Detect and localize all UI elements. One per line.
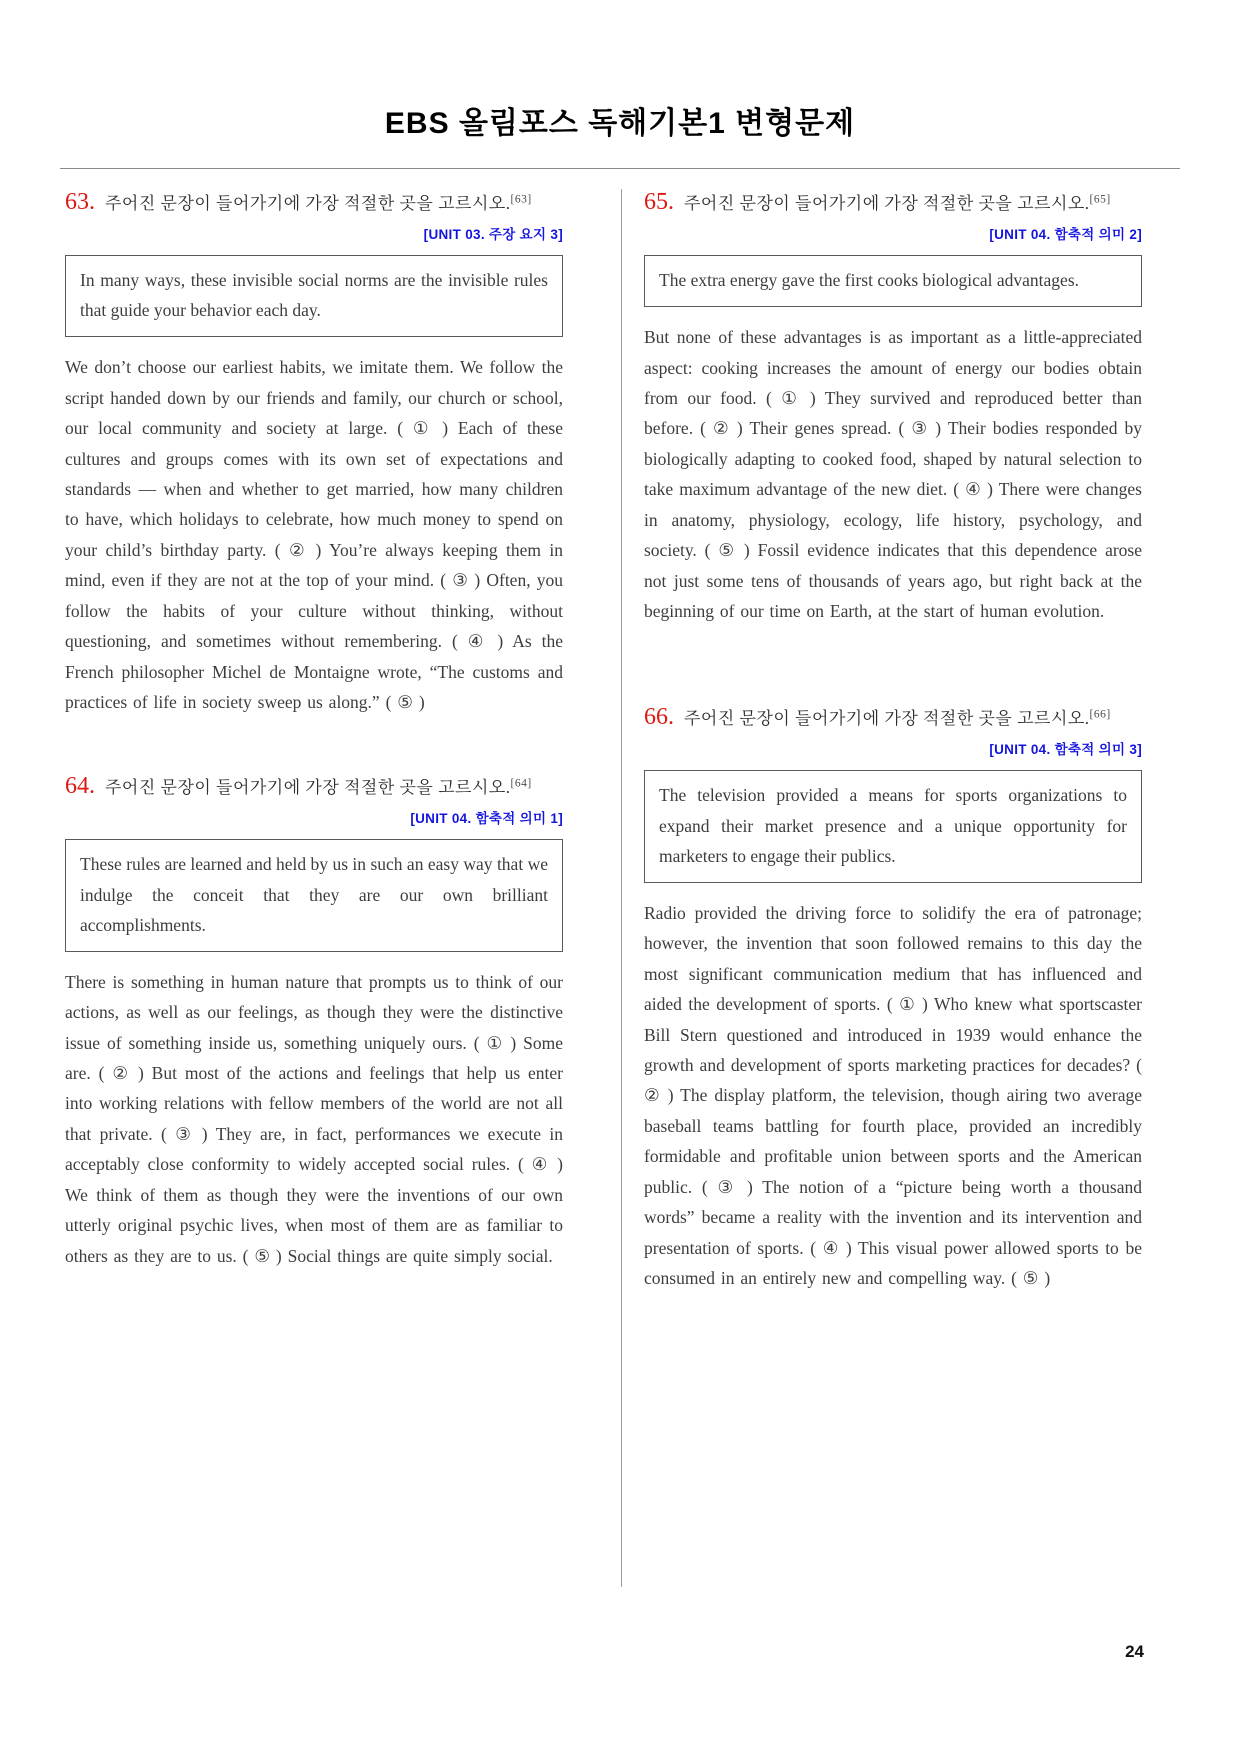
question-prompt-text: 주어진 문장이 들어가기에 가장 적절한 곳을 고르시오. (105, 778, 511, 798)
page-title: EBS 올림포스 독해기본1 변형문제 (384, 107, 856, 140)
question-prompt (684, 189, 1111, 214)
question-prompt (684, 704, 1111, 729)
question-header (644, 189, 1142, 216)
question-number: 66. (644, 704, 674, 731)
question-prompt (105, 189, 532, 214)
question-prompt-text: 주어진 문장이 들어가기에 가장 적절한 곳을 고르시오. (684, 709, 1090, 729)
question-number: 64. (65, 773, 95, 800)
left-column (65, 189, 563, 1271)
passage-text: But none of these advantages is as important as a little-appreciated aspect: cooking increases the amount of energy our bodies obtain from our food. ( ① ) They survived and reproduced better than before. ( ② ) Their genes spread. ( ③ ) Their bodies responded by biologically adapting to cooked food, shaped by natural selection to take maximum advantage of the new diet. ( ④ ) There were changes in anatomy, physiology, ecology, life history, psychology, and society. ( ⑤ ) Fossil evidence indicates that this dependence arose not just some tens of thousands of years ago, but right back at the beginning of our time on Earth, at the start of human evolution. (644, 327, 1142, 622)
question-65 (644, 189, 1142, 626)
page-number: 24 (1125, 1642, 1144, 1661)
question-ref: [64] (510, 777, 532, 790)
boxed-sentence: The television provided a means for sports organizations to expand their market presence and a unique opportunity for marketers to engage their publics. (644, 770, 1142, 882)
passage-text: We don’t choose our earliest habits, we imitate them. We follow the script handed down by our friends and family, our church or school, our local community and society at large. ( ① ) Each of these cultures and groups comes with its own set of expectations and standards — when and whether to get married, how many children to have, which holidays to celebrate, how much money to spend on your child’s birthday party. ( ② ) You’re always keeping them in mind, even if they are not at the top of your mind. ( ③ ) Often, you follow the habits of your culture without thinking, without questioning, and sometimes without remembering. ( ④ ) As the French philosopher Michel de Montaigne wrote, “The customs and practices of life in society sweep us along.” ( ⑤ ) (65, 357, 563, 712)
question-prompt (105, 773, 532, 798)
unit-tag: [UNIT 04. 함축적 의미 1] (410, 811, 563, 827)
question-header (65, 773, 563, 800)
passage-text: Radio provided the driving force to solidify the era of patronage; however, the invention that soon followed remains to this day the most significant communication medium that has influenced and aided the development of sports. ( ① ) Who knew what sportscaster Bill Stern questioned and introduced in 1939 would enhance the growth and development of sports marketing practices for decades? ( ② ) The display platform, the television, though airing two average baseball teams battling for fourth place, provided an incredibly formidable and profitable union between sports and the American public. ( ③ ) The notion of a “picture being worth a thousand words” became a reality with the invention and its intervention and presentation of sports. ( ④ ) This visual power allowed sports to be consumed in an entirely new and compelling way. ( ⑤ ) (644, 902, 1142, 1288)
boxed-sentence: These rules are learned and held by us in such an easy way that we indulge the conceit that they are our own brilliant accomplishments. (65, 839, 563, 951)
question-header (65, 189, 563, 216)
question-prompt-text: 주어진 문장이 들어가기에 가장 적절한 곳을 고르시오. (105, 194, 511, 213)
question-ref: [65] (1089, 193, 1111, 206)
boxed-sentence: In many ways, these invisible social norms are the invisible rules that guide your behavior each day. (65, 255, 563, 337)
question-prompt-text: 주어진 문장이 들어가기에 가장 적절한 곳을 고르시오. (684, 194, 1090, 213)
column-divider (621, 189, 622, 1587)
boxed-sentence: The extra energy gave the first cooks biological advantages. (644, 255, 1142, 307)
question-ref: [66] (1089, 708, 1111, 721)
question-ref: [63] (510, 193, 532, 206)
question-number: 63. (65, 189, 95, 215)
question-number: 65. (644, 189, 674, 215)
unit-tag: [UNIT 04. 함축적 의미 3] (989, 742, 1142, 758)
passage-text: There is something in human nature that prompts us to think of our actions, as well as our feelings, as though they were the distinctive issue of something inside us, something uniquely ours. ( ① ) Some are. ( ② ) But most of the actions and feelings that help us enter into working relations with fellow members of the world are not all that private. ( ③ ) They are, in fact, performances we execute in acceptably close conformity to widely accepted social rules. ( ④ ) We think of them as though they were the inventions of our own utterly original psychic lives, when most of them are as familiar to others as they are to us. ( ⑤ ) Social things are quite simply social. (65, 971, 563, 1266)
question-header (644, 704, 1142, 731)
question-64 (65, 773, 563, 1271)
question-66 (644, 704, 1142, 1293)
question-63 (65, 189, 563, 717)
unit-tag: [UNIT 04. 함축적 의미 2] (989, 227, 1142, 242)
unit-tag: [UNIT 03. 주장 요지 3] (423, 227, 563, 242)
two-column-layout (0, 169, 1240, 1587)
right-column (644, 189, 1142, 1293)
